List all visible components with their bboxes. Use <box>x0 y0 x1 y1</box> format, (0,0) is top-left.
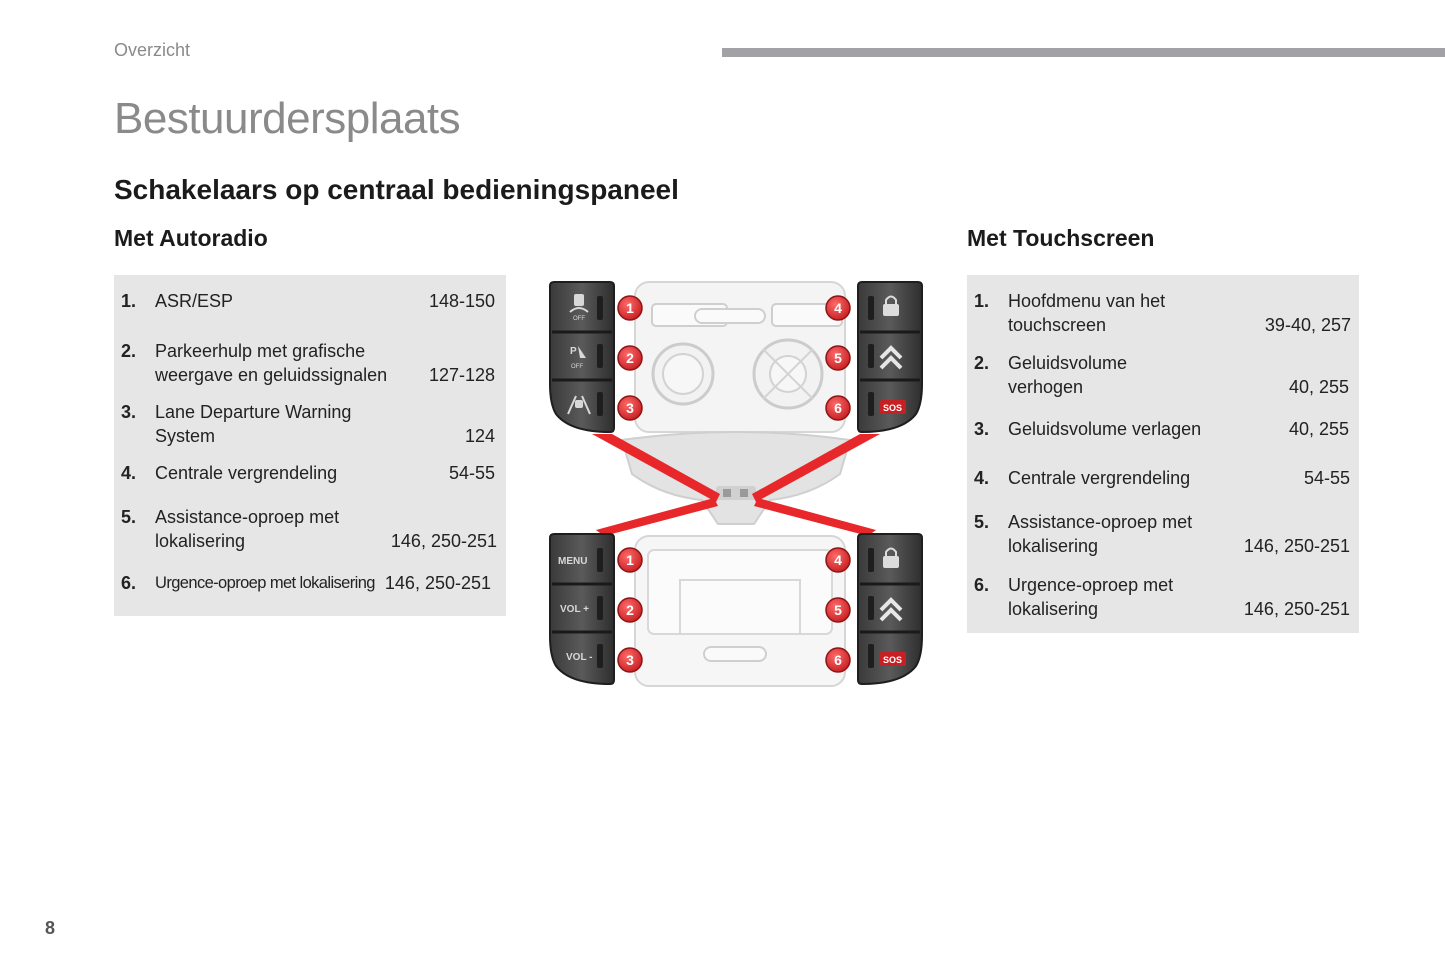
svg-text:OFF: OFF <box>571 364 583 370</box>
touchscreen-console <box>635 536 845 686</box>
callout-1-label: 1 <box>626 552 634 568</box>
callout-6-label: 6 <box>834 652 842 668</box>
item-label: Assistance-oproep met lokalisering <box>155 507 340 551</box>
item-pages: 148-150 <box>428 291 495 311</box>
item-number: 3. <box>121 402 137 422</box>
touch-left-buttons <box>550 534 614 684</box>
touchscreen-heading: Met Touchscreen <box>967 225 1155 251</box>
item-label: Assistance-oproep met lokalisering <box>1008 512 1193 556</box>
header-rule <box>722 48 1445 57</box>
item-number: 1. <box>121 291 137 311</box>
radio-left-buttons <box>550 282 614 432</box>
item-pages: 146, 250-251 <box>384 573 491 593</box>
item-pages: 124 <box>464 426 495 446</box>
touch-right-buttons <box>858 534 922 684</box>
svg-text:P: P <box>570 346 577 357</box>
sos-label: SOS <box>883 655 903 665</box>
item-label: Parkeerhulp met grafische weergave en geluidssignalen <box>155 341 388 385</box>
item-number: 2. <box>974 353 990 373</box>
item-label: ASR/ESP <box>155 291 234 311</box>
item-pages: 146, 250-251 <box>390 531 497 551</box>
menu-button-label: MENU <box>558 556 588 567</box>
callout-4-label: 4 <box>834 300 842 316</box>
item-number: 4. <box>121 463 137 483</box>
item-label: Urgence-oproep met lokalisering <box>155 574 375 592</box>
svg-text:OFF: OFF <box>573 316 585 322</box>
item-number: 5. <box>974 512 990 532</box>
item-number: 4. <box>974 468 990 488</box>
sos-label: SOS <box>883 403 903 413</box>
item-pages: 39-40, 257 <box>1264 315 1351 335</box>
item-number: 6. <box>121 573 137 593</box>
page-subtitle: Schakelaars op centraal bedieningspaneel <box>114 174 679 205</box>
item-label: Geluidsvolume verlagen <box>1008 419 1202 439</box>
section-label: Overzicht <box>114 40 191 60</box>
autoradio-panel <box>114 275 506 616</box>
item-label: Centrale vergrendeling <box>1008 468 1191 488</box>
callout-3-label: 3 <box>626 652 634 668</box>
autoradio-heading: Met Autoradio <box>114 225 268 251</box>
item-label: Centrale vergrendeling <box>155 463 338 483</box>
touchscreen-panel <box>967 275 1359 633</box>
item-pages: 54-55 <box>448 463 495 483</box>
item-number: 1. <box>974 291 990 311</box>
vol-down-button-label: VOL - <box>566 652 593 663</box>
page-number: 8 <box>45 918 56 938</box>
item-pages: 54-55 <box>1303 468 1350 488</box>
item-pages: 40, 255 <box>1288 419 1349 439</box>
callout-2-label: 2 <box>626 602 634 618</box>
callout-6-label: 6 <box>834 400 842 416</box>
display-hood <box>622 432 850 524</box>
page-title: Bestuurdersplaats <box>114 94 461 143</box>
callout-2-label: 2 <box>626 350 634 366</box>
item-label: Geluidsvolume verhogen <box>1008 353 1128 397</box>
item-number: 6. <box>974 575 990 595</box>
item-label: Urgence-oproep met lokalisering <box>1008 575 1174 619</box>
callout-3-label: 3 <box>626 400 634 416</box>
item-label: Hoofdmenu van het touchscreen <box>1008 291 1166 335</box>
radio-right-buttons <box>858 282 922 432</box>
item-pages: 146, 250-251 <box>1243 536 1350 556</box>
radio-console <box>635 282 845 432</box>
callout-1-label: 1 <box>626 300 634 316</box>
item-number: 5. <box>121 507 137 527</box>
dashboard-diagram <box>540 274 932 690</box>
item-pages: 40, 255 <box>1288 377 1349 397</box>
callout-5-label: 5 <box>834 602 842 618</box>
callout-5-label: 5 <box>834 350 842 366</box>
vol-up-button-label: VOL + <box>560 604 589 615</box>
item-pages: 127-128 <box>428 365 495 385</box>
item-pages: 146, 250-251 <box>1243 599 1350 619</box>
item-label: Lane Departure Warning System <box>155 402 352 446</box>
item-number: 3. <box>974 419 990 439</box>
callout-4-label: 4 <box>834 552 842 568</box>
item-number: 2. <box>121 341 137 361</box>
